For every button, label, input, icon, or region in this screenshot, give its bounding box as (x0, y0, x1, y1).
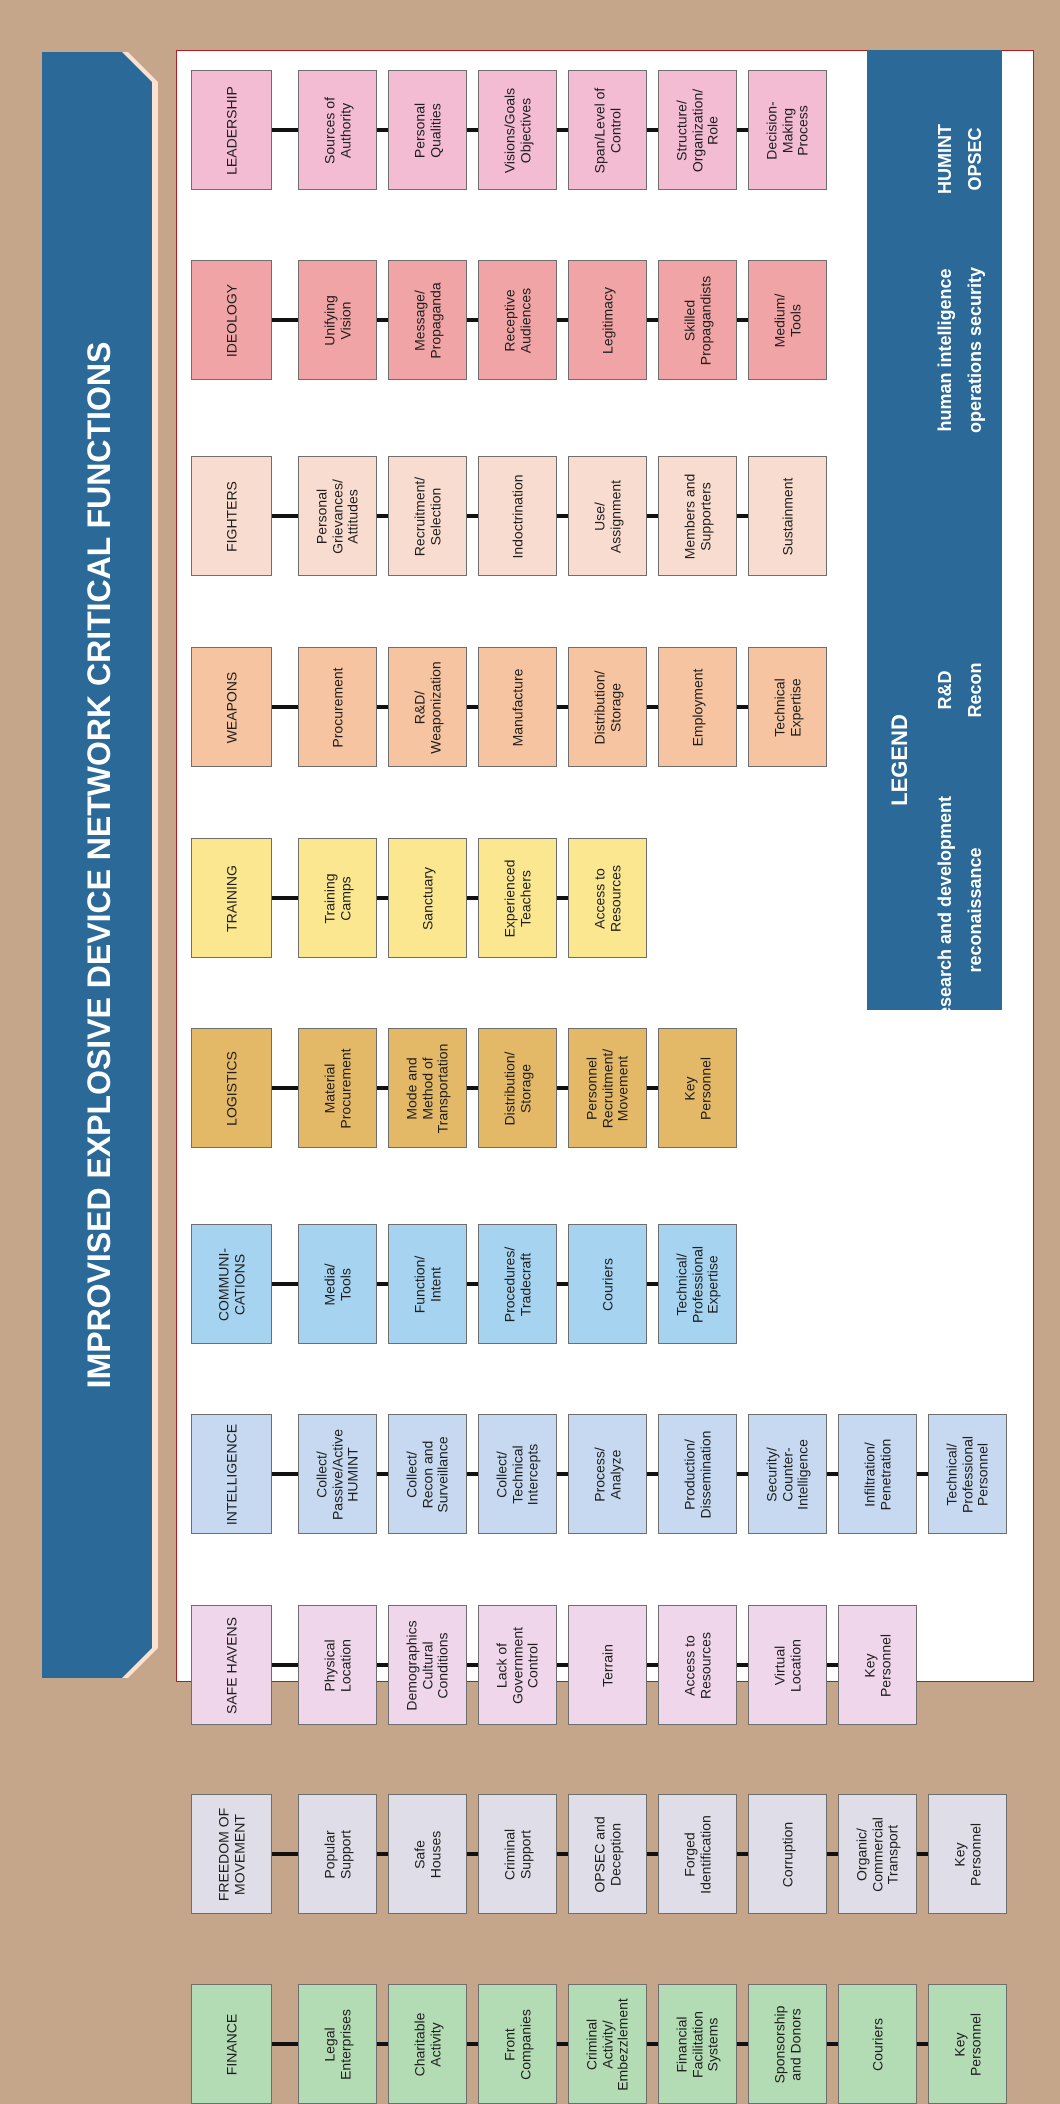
legend-abbr: HUMINT (934, 124, 955, 194)
function-label: Criminal Activity/ Embezzlement (582, 1997, 631, 2091)
connector-line (647, 1472, 658, 1476)
connector-line (377, 1282, 388, 1286)
connector-line (647, 1086, 658, 1090)
connector-line (377, 1086, 388, 1090)
connector-line (557, 1086, 568, 1090)
function-label: Manufacture (508, 668, 525, 746)
function-label: Employment (688, 668, 705, 746)
function-label: Virtual Location (770, 1638, 803, 1692)
column-header-label: LOGISTICS (222, 1050, 239, 1126)
function-label: Technical/ Professional Expertise (672, 1245, 721, 1323)
function-label: Key Personnel (860, 1633, 893, 1697)
function-label: Access to Resources (680, 1631, 713, 1699)
function-label: Personal Grievances/ Attitudes (312, 478, 361, 554)
function-label: Mode and Method of Transportation (402, 1043, 451, 1133)
function-label: Infiltration/ Penetration (860, 1438, 893, 1510)
connector-line (647, 705, 658, 709)
function-label: Couriers (868, 2017, 885, 2071)
function-label: Key Personnel (950, 1822, 983, 1886)
function-label: Key Personnel (680, 1056, 713, 1120)
connector-line (647, 128, 658, 132)
connector-line (272, 896, 298, 900)
connector-line (377, 705, 388, 709)
connector-line (737, 1472, 748, 1476)
connector-line (272, 514, 298, 518)
function-label: Structure/ Organization/ Role (672, 88, 721, 172)
function-label: Front Companies (500, 2008, 533, 2080)
function-label: Sanctuary (418, 866, 435, 930)
column-header-label: COMMUNI- CATIONS (214, 1247, 247, 1321)
column-header-label: IDEOLOGY (222, 283, 239, 357)
connector-line (647, 1852, 658, 1856)
connector-line (467, 514, 478, 518)
function-label: Personnel Recruitment/ Movement (582, 1048, 631, 1128)
function-label: Security/ Counter- Intelligence (762, 1438, 811, 1510)
connector-line (827, 2042, 838, 2046)
connector-line (917, 1852, 928, 1856)
connector-line (737, 128, 748, 132)
function-label: Skilled Propagandists (680, 275, 713, 365)
function-label: Safe Houses (410, 1830, 443, 1878)
connector-line (737, 705, 748, 709)
connector-line (377, 896, 388, 900)
connector-line (377, 514, 388, 518)
connector-line (737, 318, 748, 322)
connector-line (737, 1663, 748, 1667)
function-label: Physical Location (320, 1638, 353, 1692)
legend-meaning: operations security (964, 266, 985, 434)
connector-line (917, 2042, 928, 2046)
column-header-label: SAFE HAVENS (222, 1616, 239, 1714)
connector-line (377, 1663, 388, 1667)
legend-meaning: human intelligence (934, 268, 955, 432)
function-label: Message/ Propaganda (410, 281, 443, 359)
legend-abbr: OPSEC (964, 127, 985, 191)
function-label: Collect/ Recon and Surveillance (402, 1435, 451, 1513)
function-label: Use/ Assignment (590, 479, 623, 553)
function-label: Personal Qualities (410, 102, 443, 158)
legend-meaning: reconaissance (964, 847, 985, 973)
function-label: Sustainment (778, 477, 795, 555)
connector-line (827, 1852, 838, 1856)
connector-line (377, 318, 388, 322)
column-header-label: FREEDOM OF MOVEMENT (214, 1807, 247, 1901)
connector-line (917, 1472, 928, 1476)
connector-line (557, 705, 568, 709)
connector-line (272, 1472, 298, 1476)
legend-abbr: Recon (964, 662, 985, 718)
function-label: Demographics Cultural Conditions (402, 1619, 451, 1711)
connector-line (827, 1663, 838, 1667)
function-label: Access to Resources (590, 864, 623, 932)
function-label: Distribution/ Storage (590, 670, 623, 744)
function-label: Training Camps (320, 872, 353, 924)
connector-line (647, 2042, 658, 2046)
connector-line (467, 1663, 478, 1667)
connector-line (377, 1852, 388, 1856)
column-header-label: WEAPONS (222, 671, 239, 743)
legend-abbr: R&D (934, 670, 955, 710)
connector-line (377, 128, 388, 132)
connector-line (557, 1472, 568, 1476)
function-label: Legitimacy (598, 286, 615, 354)
connector-line (557, 128, 568, 132)
column-header-label: INTELLIGENCE (222, 1423, 239, 1525)
connector-line (557, 1282, 568, 1286)
connector-line (737, 514, 748, 518)
page-title: IMPROVISED EXPLOSIVE DEVICE NETWORK CRITICAL FUNCTIONS (81, 341, 118, 1389)
function-label: Key Personnel (950, 2012, 983, 2076)
connector-line (467, 1852, 478, 1856)
function-label: Terrain (598, 1643, 615, 1687)
function-label: Procedures/ Tradecraft (500, 1246, 533, 1322)
function-label: Production/ Dissemination (680, 1430, 713, 1518)
connector-line (557, 514, 568, 518)
function-label: Visions/Goals Objectives (500, 87, 533, 173)
connector-line (272, 1663, 298, 1667)
function-label: Financial Facilitation Systems (672, 2010, 721, 2078)
connector-line (557, 896, 568, 900)
function-label: Members and Supporters (680, 473, 713, 559)
function-label: Distribution/ Storage (500, 1051, 533, 1125)
function-label: Recruitment/ Selection (410, 476, 443, 556)
function-label: Unifying Vision (320, 294, 353, 346)
connector-line (737, 1852, 748, 1856)
function-label: R&D/ Weaponization (410, 660, 443, 754)
function-label: Process/ Analyze (590, 1446, 623, 1502)
function-label: Organic/ Commercial Transport (852, 1816, 901, 1892)
connector-line (377, 2042, 388, 2046)
column-header-label: FINANCE (222, 2013, 239, 2075)
connector-line (272, 1282, 298, 1286)
function-label: Indoctrination (508, 473, 525, 559)
column-header-label: TRAINING (222, 864, 239, 932)
connector-line (467, 896, 478, 900)
function-label: Lack of Government Control (492, 1626, 541, 1704)
function-label: Popular Support (320, 1829, 353, 1879)
function-label: Corruption (778, 1821, 795, 1887)
function-label: Media/ Tools (320, 1262, 353, 1306)
connector-line (272, 705, 298, 709)
function-label: Procurement (328, 666, 345, 748)
connector-line (467, 1086, 478, 1090)
connector-line (557, 2042, 568, 2046)
function-label: Charitable Activity (410, 2012, 443, 2076)
function-label: Technical/ Professional Personnel (942, 1435, 991, 1513)
function-label: Collect/ Technical Intercepts (492, 1443, 541, 1505)
connector-line (272, 1852, 298, 1856)
connector-line (467, 2042, 478, 2046)
connector-line (647, 1663, 658, 1667)
function-label: Sources of Authority (320, 96, 353, 164)
connector-line (647, 318, 658, 322)
connector-line (467, 1472, 478, 1476)
connector-line (827, 1472, 838, 1476)
function-label: Experienced Teachers (500, 859, 533, 937)
function-label: Criminal Support (500, 1828, 533, 1880)
legend-meaning: research and development (934, 795, 955, 1025)
function-label: Couriers (598, 1257, 615, 1311)
function-label: Function/ Intent (410, 1255, 443, 1313)
function-label: Sponsorship and Donors (770, 2005, 803, 2083)
function-label: Collect/ Passive/Active HUMINT (312, 1428, 361, 1520)
function-label: Decision- Making Process (762, 100, 811, 160)
function-label: Material Procurement (320, 1047, 353, 1129)
column-header-label: FIGHTERS (222, 480, 239, 552)
connector-line (467, 318, 478, 322)
legend-title: LEGEND (886, 714, 912, 806)
function-label: Technical Expertise (770, 677, 803, 737)
connector-line (377, 1472, 388, 1476)
function-label: Legal Enterprises (320, 2008, 353, 2080)
connector-line (557, 1663, 568, 1667)
connector-line (272, 2042, 298, 2046)
connector-line (647, 514, 658, 518)
connector-line (272, 128, 298, 132)
connector-line (467, 128, 478, 132)
column-header-label: LEADERSHIP (222, 85, 239, 175)
connector-line (467, 705, 478, 709)
connector-line (557, 318, 568, 322)
function-label: Span/Level of Control (590, 87, 623, 173)
function-label: Forged Identification (680, 1814, 713, 1894)
connector-line (272, 1086, 298, 1090)
connector-line (557, 1852, 568, 1856)
function-label: Medium/ Tools (770, 293, 803, 347)
connector-line (272, 318, 298, 322)
connector-line (737, 2042, 748, 2046)
connector-line (647, 1282, 658, 1286)
function-label: Receptive Audiences (500, 287, 533, 353)
function-label: OPSEC and Deception (590, 1815, 623, 1893)
connector-line (467, 1282, 478, 1286)
